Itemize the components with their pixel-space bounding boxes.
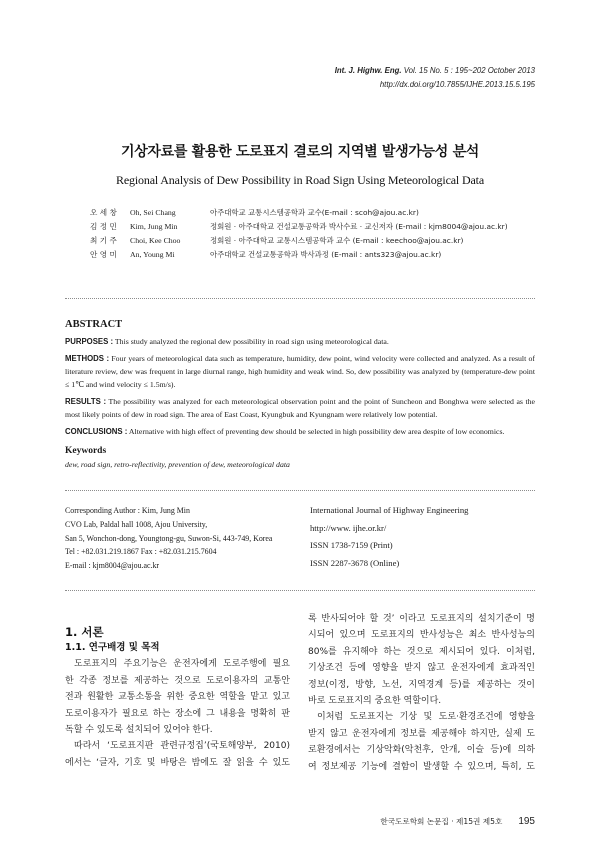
body-line: 80%를 유지해야 하는 것으로 제시되어 있다. 이처럼,	[308, 646, 535, 657]
body-line: 에서는 ‘글자, 기호 및 바탕은 밤에도 잘 읽을 수 있도	[65, 757, 290, 768]
author-affiliation: 정회원 · 아주대학교 건설교통공학과 박사수료 · 교신저자 (E-mail : kjm8004@ajou.ac.kr)	[210, 222, 508, 231]
corresponding-author-line: San 5, Wonchon-dong, Youngtong-gu, Suwon-Si, 443-749, Korea	[65, 533, 273, 543]
author-affiliation: 아주대학교 건설교통공학과 박사과정 (E-mail : ants323@ajou.ac.kr)	[210, 250, 442, 259]
abstract-results	[65, 395, 535, 421]
abstract-purposes	[65, 335, 535, 348]
page-number: 195	[518, 816, 535, 827]
author-name-english: An, Young Mi	[130, 250, 175, 259]
footer-journal: 한국도로학회 논문집 · 제15권 제5호	[380, 817, 503, 826]
author-name-korean: 오 세 창	[90, 208, 117, 217]
author-name-english: Oh, Sei Chang	[130, 208, 176, 217]
abstract-label: RESULTS :	[65, 397, 107, 406]
author-affiliation: 정회원 · 아주대학교 교통시스템공학과 교수 (E-mail : keechoo@ajou.ac.kr)	[210, 236, 464, 245]
author-row	[90, 234, 508, 248]
abstract-label: PURPOSES :	[65, 337, 114, 346]
body-line: 독할 수 있도록 설치되어 있어야 한다.	[65, 724, 213, 735]
body-line: 따라서 ‘도로표지판 관련규정집’(국토해양부, 2010)	[74, 741, 290, 752]
abstract-methods	[65, 352, 535, 391]
body-line: 록 반사되어야 할 것’ 이라고 도로표지의 설치기준이 명	[308, 614, 535, 624]
journal-url-link[interactable]: http://www. ijhe.or.kr/	[310, 522, 387, 533]
author-row	[90, 206, 508, 220]
keywords-heading: Keywords	[65, 446, 107, 456]
body-line: 여 정보제공 기능에 결함이 발생할 수 있으며, 특히, 도	[308, 761, 535, 772]
body-line: 한 각종 정보를 제공하는 것으로 도로이용자의 교통안	[65, 675, 290, 686]
body-line: 전과 원활한 교통소통을 위한 중요한 역할을 맡고 있고	[65, 692, 290, 703]
body-line: 시되어 있으며 도로표지의 반사성능은 최소 반사성능의	[308, 630, 535, 641]
section-divider	[65, 590, 535, 591]
author-name-korean: 안 영 미	[90, 250, 117, 259]
abstract-text: Alternative with high effect of preventing dew should be selected in high possibility dew area despite of low economics.	[128, 427, 505, 436]
abstract-text: This study analyzed the regional dew possibility in road sign using meteorological data.	[114, 337, 389, 346]
author-affiliation: 아주대학교 교통시스템공학과 교수(E-mail : scoh@ajou.ac.kr)	[210, 208, 419, 217]
corresponding-author-line: Tel : +82.031.219.1867 Fax : +82.031.215.7604	[65, 547, 217, 557]
abstract-text: Four years of meteorological data such as temperature, humidity, dew point, wind velocity were collected and analyzed. As a result of literature review, dew was frequent in large diurnal range, high humidity and weak wind. So, dew possibility was analyzed by (temperature-dew point ≤ 1℃ and wind velocity ≤ 1.5m/s).	[65, 354, 535, 389]
author-name-english: Choi, Kee Choo	[130, 236, 181, 245]
author-name-english: Kim, Jung Min	[130, 222, 178, 231]
corresponding-author-line: CVO Lab, Paldal hall 1008, Ajou University,	[65, 519, 208, 529]
body-line: 도로표지의 주요기능은 운전자에게 도로주행에 필요	[74, 659, 290, 670]
body-line: 바로 도로표지의 중요한 역할이다.	[308, 695, 442, 706]
body-line: 이처럼 도로표지는 기상 및 도로·환경조건에 영향을	[317, 712, 535, 723]
abstract-conclusions	[65, 425, 535, 438]
author-row	[90, 248, 508, 262]
doi-link[interactable]: http://dx.doi.org/10.7855/IJHE.2013.15.5.195	[379, 80, 535, 89]
subsection-heading: 1.1. 연구배경 및 목적	[65, 642, 160, 653]
citation-line	[335, 64, 535, 78]
body-line: 기상조건 등에 영향을 받지 않고 운전자에게 효과적인	[308, 663, 535, 674]
corresponding-author-line: E-mail : kjm8004@ajou.ac.kr	[65, 561, 160, 571]
abstract-label: CONCLUSIONS :	[65, 427, 128, 436]
journal-name: International Journal of Highway Engineering	[310, 505, 469, 515]
author-name-korean: 김 정 민	[90, 222, 117, 231]
body-line: 도로이용자가 필요로 하는 장소에 그 내용을 명확히 판	[65, 708, 290, 719]
abstract-heading: ABSTRACT	[65, 319, 123, 330]
issue-info: Vol. 15 No. 5 : 195~202 October 2013	[403, 66, 535, 75]
keywords-text: dew, road sign, retro-reflectivity, prevention of dew, meteorological data	[65, 460, 290, 469]
body-line: 로환경에서는 기상악화(악천후, 안개, 이슬 등)에 의하	[308, 745, 535, 756]
section-heading: 1. 서론	[65, 625, 104, 639]
body-column-left	[65, 624, 290, 771]
running-header	[335, 64, 535, 92]
body-line: 받지 않고 운전자에게 정보를 제공해야 하지만, 실제 도	[308, 728, 535, 739]
author-name-korean: 최 기 주	[90, 236, 117, 245]
section-divider	[65, 298, 535, 299]
abstract-section	[65, 318, 535, 471]
corresponding-author-line: Corresponding Author : Kim, Jung Min	[65, 506, 190, 515]
author-row	[90, 220, 508, 234]
author-list	[90, 206, 508, 262]
title-korean: 기상자료를 활용한 도로표지 결로의 지역별 발생가능성 분석	[120, 144, 480, 160]
issn-online: ISSN 2287-3678 (Online)	[310, 557, 400, 568]
issn-print: ISSN 1738-7159 (Print)	[310, 540, 393, 551]
title-english: Regional Analysis of Dew Possibility in Road Sign Using Meteorological Data	[115, 173, 485, 187]
abstract-label: METHODS :	[65, 354, 110, 363]
body-line: 정보(이정, 방향, 노선, 지역경계 등)를 제공하는 것이	[308, 679, 535, 690]
abstract-text: The possibility was analyzed for each meteorological observation point and the point of Suncheon and Bonghwa were selected as the most likely points of dew in road sign. The area of East Coast, Kyungbuk and Kyungnam were relatively low potential.	[65, 397, 535, 419]
page-footer	[380, 815, 535, 829]
journal-info	[310, 502, 468, 572]
section-divider	[65, 490, 535, 491]
body-column-right	[308, 611, 535, 775]
corresponding-author-info	[65, 504, 272, 573]
journal-abbreviation: Int. J. Highw. Eng.	[334, 66, 402, 75]
